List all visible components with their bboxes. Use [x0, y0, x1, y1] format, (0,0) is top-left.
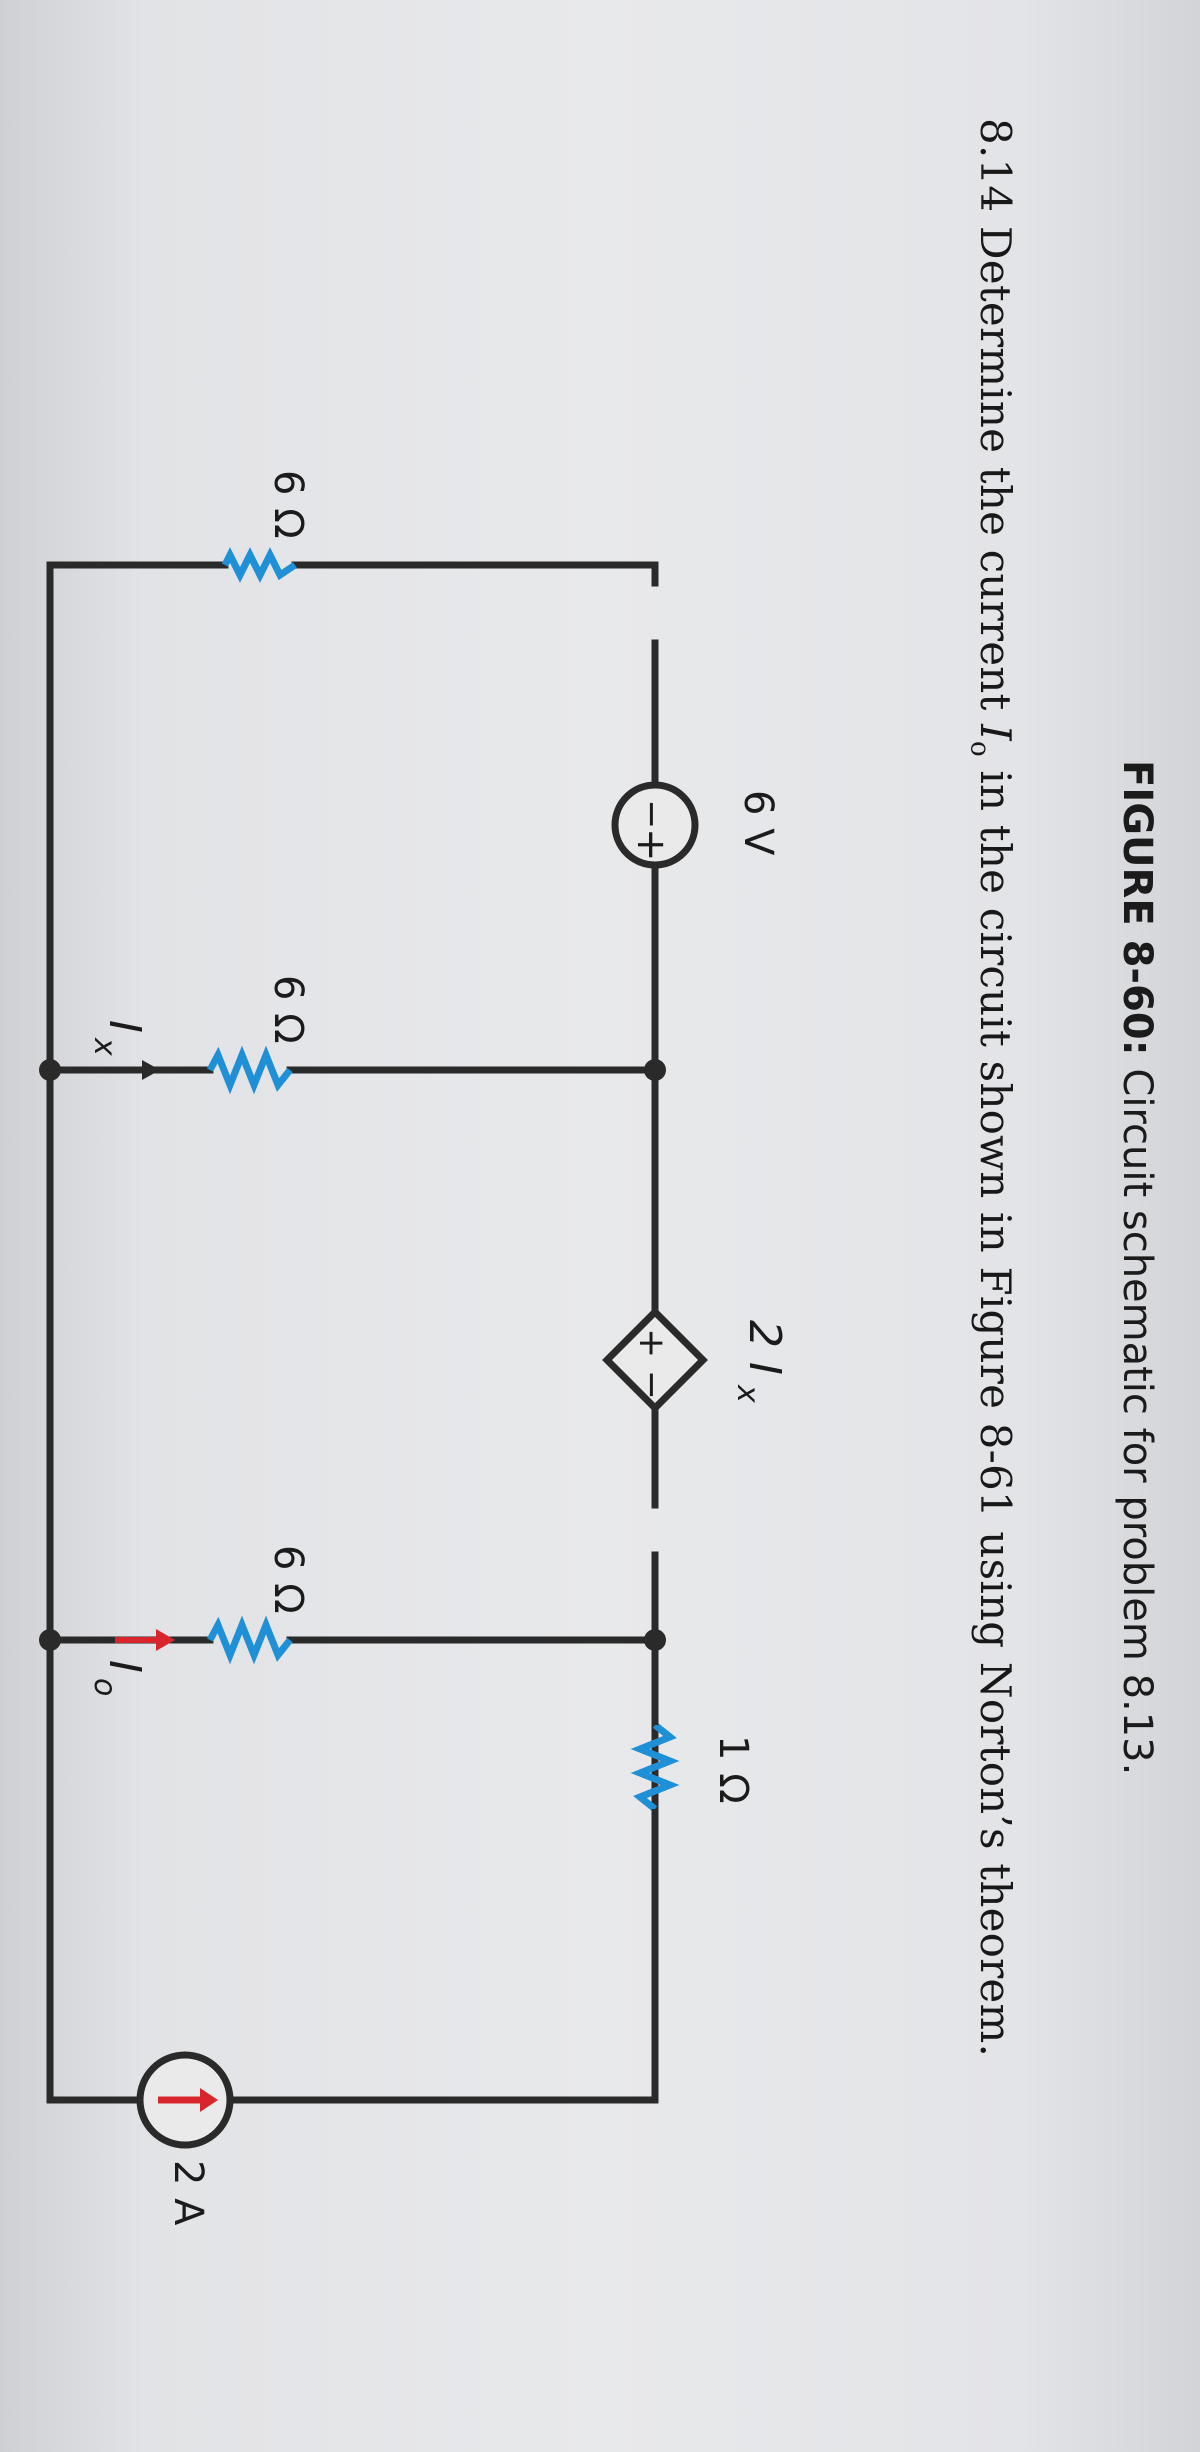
label-middle-resistor-2: 6 Ω: [265, 1545, 311, 1614]
io-arrowhead: [156, 1629, 175, 1651]
node-top-1: [644, 1059, 666, 1081]
resistor-middle-1: [210, 1055, 290, 1085]
ix-arrowhead: [142, 1060, 160, 1080]
label-io: I: [99, 1660, 150, 1673]
label-left-resistor: 6 Ω: [265, 470, 311, 539]
caption-text: Circuit schematic for problem 8.13.: [1114, 1068, 1160, 1776]
label-right-resistor: 1 Ω: [710, 1735, 756, 1804]
resistor-left: [225, 555, 295, 575]
node-bottom-1: [39, 1059, 61, 1081]
label-vs-minus: −: [631, 799, 672, 830]
node-bottom-2: [39, 1629, 61, 1651]
problem-var-subscript: o: [964, 740, 995, 757]
label-io-sub: o: [87, 1678, 122, 1697]
resistor-middle-2: [210, 1625, 290, 1655]
label-middle-resistor-1: 6 Ω: [265, 975, 311, 1044]
problem-text-after: in the circuit shown in Figure 8-61 using Norton’s theorem.: [971, 770, 1020, 2058]
label-dependent-source: 2 I: [739, 1320, 790, 1375]
label-current-source: 2 A: [165, 2160, 211, 2226]
problem-number: 8.14: [971, 118, 1020, 213]
label-ix: I: [99, 1020, 150, 1033]
label-vs-plus: +: [628, 828, 674, 862]
caption-label: FIGURE 8-60:: [1114, 760, 1160, 1056]
label-dependent-source-sub: x: [730, 1385, 765, 1403]
label-dependent-signs: + −: [631, 1328, 672, 1400]
problem-var-symbol: I: [971, 724, 1020, 741]
node-top-2: [644, 1629, 666, 1651]
problem-text-before: Determine the current: [971, 225, 1020, 711]
label-ix-sub: x: [87, 1038, 122, 1056]
label-voltage-source: 6 V: [735, 790, 781, 856]
